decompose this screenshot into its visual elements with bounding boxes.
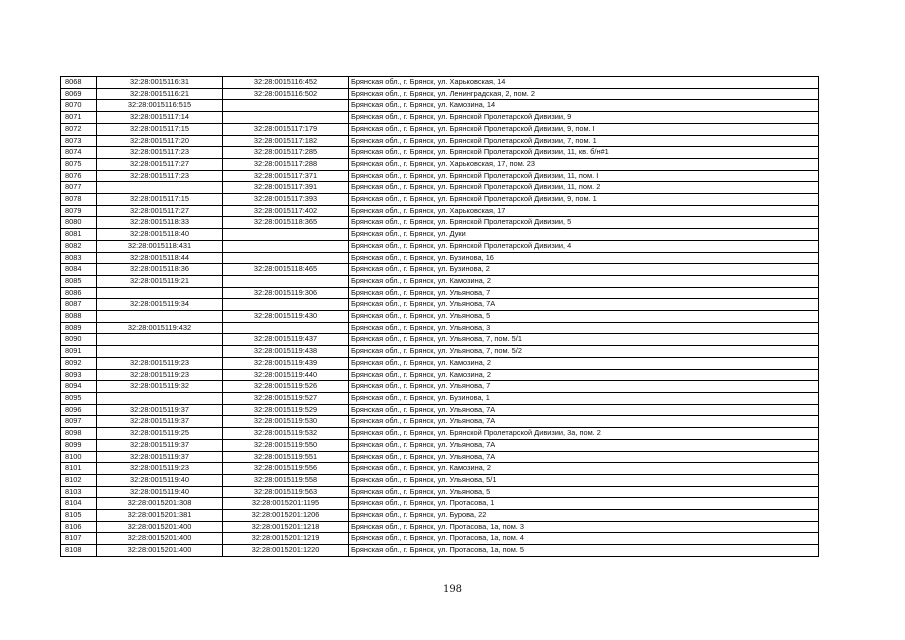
parcel-cadastral-number-cell <box>97 346 223 358</box>
parcel-cadastral-number-cell: 32:28:0015119:37 <box>97 439 223 451</box>
address-cell: Брянская обл., г. Брянск, ул. Камозина, 2 <box>349 369 819 381</box>
object-cadastral-number-cell: 32:28:0015119:437 <box>223 334 349 346</box>
object-cadastral-number-cell <box>223 275 349 287</box>
row-number-cell: 8087 <box>61 299 97 311</box>
table-row <box>61 545 819 557</box>
row-number-cell: 8090 <box>61 334 97 346</box>
address-cell: Брянская обл., г. Брянск, ул. Ульянова, 5 <box>349 311 819 323</box>
parcel-cadastral-number-cell: 32:28:0015201:400 <box>97 533 223 545</box>
row-number-cell: 8107 <box>61 533 97 545</box>
table-row <box>61 252 819 264</box>
object-cadastral-number-cell: 32:28:0015117:371 <box>223 170 349 182</box>
parcel-cadastral-number-cell <box>97 392 223 404</box>
row-number-cell: 8103 <box>61 486 97 498</box>
object-cadastral-number-cell: 32:28:0015117:179 <box>223 123 349 135</box>
address-cell: Брянская обл., г. Брянск, ул. Ленинградская, 2, пом. 2 <box>349 88 819 100</box>
parcel-cadastral-number-cell: 32:28:0015118:40 <box>97 229 223 241</box>
table-row <box>61 533 819 545</box>
parcel-cadastral-number-cell: 32:28:0015117:27 <box>97 205 223 217</box>
object-cadastral-number-cell: 32:28:0015201:1220 <box>223 545 349 557</box>
row-number-cell: 8094 <box>61 381 97 393</box>
address-cell: Брянская обл., г. Брянск, ул. Бузинова, 2 <box>349 264 819 276</box>
address-cell: Брянская обл., г. Брянск, ул. Харьковская, 17 <box>349 205 819 217</box>
address-cell: Брянская обл., г. Брянск, ул. Брянской Пролетарской Дивизии, 9, пом. I <box>349 123 819 135</box>
parcel-cadastral-number-cell <box>97 334 223 346</box>
object-cadastral-number-cell: 32:28:0015119:556 <box>223 463 349 475</box>
row-number-cell: 8108 <box>61 545 97 557</box>
table-row <box>61 217 819 229</box>
object-cadastral-number-cell: 32:28:0015119:430 <box>223 311 349 323</box>
parcel-cadastral-number-cell: 32:28:0015117:27 <box>97 158 223 170</box>
parcel-cadastral-number-cell: 32:28:0015119:37 <box>97 404 223 416</box>
address-cell: Брянская обл., г. Брянск, ул. Брянской Пролетарской Дивизии, 9, пом. 1 <box>349 194 819 206</box>
parcel-cadastral-number-cell: 32:28:0015119:23 <box>97 463 223 475</box>
object-cadastral-number-cell: 32:28:0015118:465 <box>223 264 349 276</box>
object-cadastral-number-cell: 32:28:0015117:402 <box>223 205 349 217</box>
table-row <box>61 451 819 463</box>
address-cell: Брянская обл., г. Брянск, ул. Протасова, 1а, пом. 4 <box>349 533 819 545</box>
parcel-cadastral-number-cell: 32:28:0015118:33 <box>97 217 223 229</box>
row-number-cell: 8106 <box>61 521 97 533</box>
object-cadastral-number-cell: 32:28:0015119:550 <box>223 439 349 451</box>
row-number-cell: 8099 <box>61 439 97 451</box>
object-cadastral-number-cell <box>223 240 349 252</box>
parcel-cadastral-number-cell: 32:28:0015117:14 <box>97 112 223 124</box>
address-cell: Брянская обл., г. Брянск, ул. Харьковская, 17, пом. 23 <box>349 158 819 170</box>
row-number-cell: 8069 <box>61 88 97 100</box>
address-cell: Брянская обл., г. Брянск, ул. Ульянова, 7А <box>349 439 819 451</box>
address-cell: Брянская обл., г. Брянск, ул. Ульянова, 7А <box>349 299 819 311</box>
table-row <box>61 147 819 159</box>
address-cell: Брянская обл., г. Брянск, ул. Ульянова, 5/1 <box>349 474 819 486</box>
object-cadastral-number-cell: 32:28:0015119:439 <box>223 357 349 369</box>
parcel-cadastral-number-cell: 32:28:0015201:400 <box>97 521 223 533</box>
object-cadastral-number-cell: 32:28:0015116:452 <box>223 77 349 89</box>
parcel-cadastral-number-cell: 32:28:0015116:21 <box>97 88 223 100</box>
table-row <box>61 264 819 276</box>
table-row <box>61 299 819 311</box>
address-cell: Брянская обл., г. Брянск, ул. Брянской Пролетарской Дивизии, 3а, пом. 2 <box>349 428 819 440</box>
parcel-cadastral-number-cell: 32:28:0015119:32 <box>97 381 223 393</box>
row-number-cell: 8075 <box>61 158 97 170</box>
object-cadastral-number-cell: 32:28:0015201:1206 <box>223 510 349 522</box>
table-row <box>61 123 819 135</box>
table-row <box>61 135 819 147</box>
parcel-cadastral-number-cell <box>97 287 223 299</box>
parcel-cadastral-number-cell: 32:28:0015119:23 <box>97 357 223 369</box>
table-row <box>61 357 819 369</box>
row-number-cell: 8105 <box>61 510 97 522</box>
table-row <box>61 170 819 182</box>
object-cadastral-number-cell: 32:28:0015119:532 <box>223 428 349 440</box>
row-number-cell: 8080 <box>61 217 97 229</box>
table-row <box>61 486 819 498</box>
row-number-cell: 8084 <box>61 264 97 276</box>
row-number-cell: 8093 <box>61 369 97 381</box>
object-cadastral-number-cell: 32:28:0015117:391 <box>223 182 349 194</box>
address-cell: Брянская обл., г. Брянск, ул. Ульянова, 7 <box>349 287 819 299</box>
parcel-cadastral-number-cell: 32:28:0015119:25 <box>97 428 223 440</box>
table-row <box>61 369 819 381</box>
row-number-cell: 8104 <box>61 498 97 510</box>
parcel-cadastral-number-cell: 32:28:0015118:431 <box>97 240 223 252</box>
parcel-cadastral-number-cell <box>97 182 223 194</box>
address-cell: Брянская обл., г. Брянск, ул. Брянской Пролетарской Дивизии, 4 <box>349 240 819 252</box>
table-row <box>61 88 819 100</box>
object-cadastral-number-cell <box>223 229 349 241</box>
object-cadastral-number-cell: 32:28:0015119:438 <box>223 346 349 358</box>
registry-table <box>60 76 819 557</box>
table-row <box>61 346 819 358</box>
object-cadastral-number-cell: 32:28:0015116:502 <box>223 88 349 100</box>
parcel-cadastral-number-cell: 32:28:0015201:400 <box>97 545 223 557</box>
row-number-cell: 8071 <box>61 112 97 124</box>
row-number-cell: 8091 <box>61 346 97 358</box>
row-number-cell: 8081 <box>61 229 97 241</box>
address-cell: Брянская обл., г. Брянск, ул. Ульянова, 5 <box>349 486 819 498</box>
address-cell: Брянская обл., г. Брянск, ул. Дуки <box>349 229 819 241</box>
parcel-cadastral-number-cell <box>97 311 223 323</box>
row-number-cell: 8077 <box>61 182 97 194</box>
row-number-cell: 8083 <box>61 252 97 264</box>
parcel-cadastral-number-cell: 32:28:0015119:21 <box>97 275 223 287</box>
parcel-cadastral-number-cell: 32:28:0015119:37 <box>97 451 223 463</box>
object-cadastral-number-cell: 32:28:0015119:558 <box>223 474 349 486</box>
address-cell: Брянская обл., г. Брянск, ул. Бузинова, 16 <box>349 252 819 264</box>
page-number: 198 <box>442 584 463 595</box>
object-cadastral-number-cell <box>223 100 349 112</box>
row-number-cell: 8073 <box>61 135 97 147</box>
address-cell: Брянская обл., г. Брянск, ул. Брянской Пролетарской Дивизии, 11, пом. I <box>349 170 819 182</box>
address-cell: Брянская обл., г. Брянск, ул. Протасова, 1а, пом. 3 <box>349 521 819 533</box>
parcel-cadastral-number-cell: 32:28:0015117:23 <box>97 170 223 182</box>
row-number-cell: 8102 <box>61 474 97 486</box>
object-cadastral-number-cell: 32:28:0015119:563 <box>223 486 349 498</box>
parcel-cadastral-number-cell: 32:28:0015119:34 <box>97 299 223 311</box>
row-number-cell: 8100 <box>61 451 97 463</box>
object-cadastral-number-cell: 32:28:0015118:365 <box>223 217 349 229</box>
row-number-cell: 8072 <box>61 123 97 135</box>
parcel-cadastral-number-cell: 32:28:0015119:23 <box>97 369 223 381</box>
parcel-cadastral-number-cell: 32:28:0015119:40 <box>97 486 223 498</box>
table-row <box>61 100 819 112</box>
parcel-cadastral-number-cell: 32:28:0015118:44 <box>97 252 223 264</box>
parcel-cadastral-number-cell: 32:28:0015117:20 <box>97 135 223 147</box>
parcel-cadastral-number-cell: 32:28:0015118:36 <box>97 264 223 276</box>
table-row <box>61 112 819 124</box>
table-row <box>61 229 819 241</box>
address-cell: Брянская обл., г. Брянск, ул. Брянской Пролетарской Дивизии, 9 <box>349 112 819 124</box>
object-cadastral-number-cell: 32:28:0015119:306 <box>223 287 349 299</box>
table-row <box>61 275 819 287</box>
object-cadastral-number-cell: 32:28:0015119:530 <box>223 416 349 428</box>
table-row <box>61 521 819 533</box>
object-cadastral-number-cell: 32:28:0015201:1219 <box>223 533 349 545</box>
object-cadastral-number-cell: 32:28:0015119:526 <box>223 381 349 393</box>
object-cadastral-number-cell <box>223 252 349 264</box>
address-cell: Брянская обл., г. Брянск, ул. Брянской Пролетарской Дивизии, 5 <box>349 217 819 229</box>
table-row <box>61 194 819 206</box>
address-cell: Брянская обл., г. Брянск, ул. Брянской Пролетарской Дивизии, 7, пом. 1 <box>349 135 819 147</box>
object-cadastral-number-cell: 32:28:0015119:551 <box>223 451 349 463</box>
address-cell: Брянская обл., г. Брянск, ул. Бузинова, 1 <box>349 392 819 404</box>
address-cell: Брянская обл., г. Брянск, ул. Ульянова, 7А <box>349 416 819 428</box>
object-cadastral-number-cell: 32:28:0015201:1195 <box>223 498 349 510</box>
row-number-cell: 8068 <box>61 77 97 89</box>
object-cadastral-number-cell: 32:28:0015117:182 <box>223 135 349 147</box>
address-cell: Брянская обл., г. Брянск, ул. Ульянова, 3 <box>349 322 819 334</box>
address-cell: Брянская обл., г. Брянск, ул. Камозина, 2 <box>349 275 819 287</box>
table-row <box>61 510 819 522</box>
row-number-cell: 8097 <box>61 416 97 428</box>
address-cell: Брянская обл., г. Брянск, ул. Ульянова, 7А <box>349 404 819 416</box>
table-row <box>61 240 819 252</box>
table-row <box>61 182 819 194</box>
table-row <box>61 404 819 416</box>
row-number-cell: 8095 <box>61 392 97 404</box>
address-cell: Брянская обл., г. Брянск, ул. Протасова, 1а, пом. 5 <box>349 545 819 557</box>
table-row <box>61 158 819 170</box>
object-cadastral-number-cell <box>223 299 349 311</box>
row-number-cell: 8088 <box>61 311 97 323</box>
parcel-cadastral-number-cell: 32:28:0015119:40 <box>97 474 223 486</box>
parcel-cadastral-number-cell: 32:28:0015119:37 <box>97 416 223 428</box>
table-row <box>61 392 819 404</box>
address-cell: Брянская обл., г. Брянск, ул. Ульянова, 7, пом. 5/2 <box>349 346 819 358</box>
object-cadastral-number-cell: 32:28:0015117:393 <box>223 194 349 206</box>
table-row <box>61 205 819 217</box>
address-cell: Брянская обл., г. Брянск, ул. Ульянова, 7, пом. 5/1 <box>349 334 819 346</box>
table-row <box>61 322 819 334</box>
table-row <box>61 474 819 486</box>
object-cadastral-number-cell: 32:28:0015119:529 <box>223 404 349 416</box>
address-cell: Брянская обл., г. Брянск, ул. Камозина, 14 <box>349 100 819 112</box>
table-row <box>61 77 819 89</box>
address-cell: Брянская обл., г. Брянск, ул. Ульянова, 7 <box>349 381 819 393</box>
row-number-cell: 8079 <box>61 205 97 217</box>
address-cell: Брянская обл., г. Брянск, ул. Ульянова, 7А <box>349 451 819 463</box>
parcel-cadastral-number-cell: 32:28:0015117:15 <box>97 194 223 206</box>
table-row <box>61 439 819 451</box>
object-cadastral-number-cell: 32:28:0015119:440 <box>223 369 349 381</box>
row-number-cell: 8101 <box>61 463 97 475</box>
object-cadastral-number-cell: 32:28:0015117:285 <box>223 147 349 159</box>
row-number-cell: 8098 <box>61 428 97 440</box>
parcel-cadastral-number-cell: 32:28:0015119:432 <box>97 322 223 334</box>
object-cadastral-number-cell: 32:28:0015201:1218 <box>223 521 349 533</box>
table-row <box>61 498 819 510</box>
address-cell: Брянская обл., г. Брянск, ул. Бурова, 22 <box>349 510 819 522</box>
row-number-cell: 8086 <box>61 287 97 299</box>
address-cell: Брянская обл., г. Брянск, ул. Харьковская, 14 <box>349 77 819 89</box>
parcel-cadastral-number-cell: 32:28:0015116:31 <box>97 77 223 89</box>
row-number-cell: 8074 <box>61 147 97 159</box>
table-row <box>61 311 819 323</box>
address-cell: Брянская обл., г. Брянск, ул. Брянской Пролетарской Дивизии, 11, пом. 2 <box>349 182 819 194</box>
row-number-cell: 8078 <box>61 194 97 206</box>
table-row <box>61 428 819 440</box>
address-cell: Брянская обл., г. Брянск, ул. Брянской Пролетарской Дивизии, 11, кв. б/н#1 <box>349 147 819 159</box>
parcel-cadastral-number-cell: 32:28:0015201:308 <box>97 498 223 510</box>
table-row <box>61 416 819 428</box>
registry-table-body <box>61 77 819 557</box>
address-cell: Брянская обл., г. Брянск, ул. Камозина, 2 <box>349 463 819 475</box>
row-number-cell: 8092 <box>61 357 97 369</box>
object-cadastral-number-cell <box>223 322 349 334</box>
row-number-cell: 8089 <box>61 322 97 334</box>
parcel-cadastral-number-cell: 32:28:0015117:23 <box>97 147 223 159</box>
row-number-cell: 8096 <box>61 404 97 416</box>
address-cell: Брянская обл., г. Брянск, ул. Протасова, 1 <box>349 498 819 510</box>
address-cell: Брянская обл., г. Брянск, ул. Камозина, 2 <box>349 357 819 369</box>
row-number-cell: 8076 <box>61 170 97 182</box>
row-number-cell: 8085 <box>61 275 97 287</box>
row-number-cell: 8070 <box>61 100 97 112</box>
table-row <box>61 334 819 346</box>
object-cadastral-number-cell: 32:28:0015119:527 <box>223 392 349 404</box>
row-number-cell: 8082 <box>61 240 97 252</box>
table-row <box>61 287 819 299</box>
parcel-cadastral-number-cell: 32:28:0015116:515 <box>97 100 223 112</box>
object-cadastral-number-cell <box>223 112 349 124</box>
table-row <box>61 381 819 393</box>
object-cadastral-number-cell: 32:28:0015117:288 <box>223 158 349 170</box>
parcel-cadastral-number-cell: 32:28:0015117:15 <box>97 123 223 135</box>
table-row <box>61 463 819 475</box>
parcel-cadastral-number-cell: 32:28:0015201:381 <box>97 510 223 522</box>
